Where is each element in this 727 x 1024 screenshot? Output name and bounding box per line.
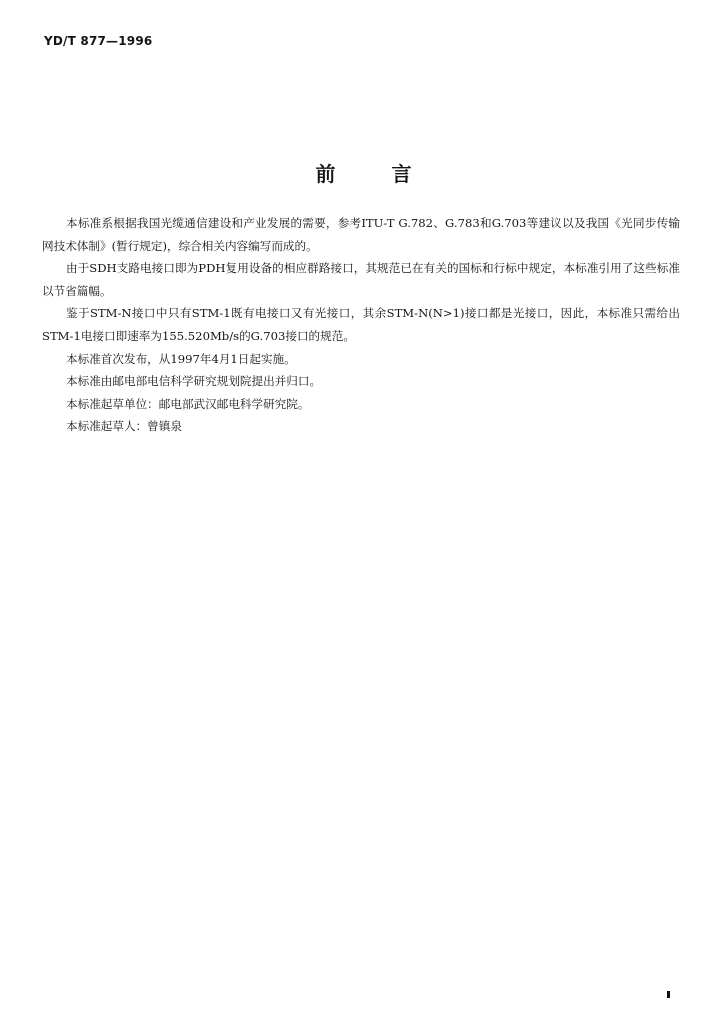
paragraph-stm1-interface: 鉴于STM-N接口中只有STM-1既有电接口又有光接口，其余STM-N(N>1)接口都是光接口，因此，本标准只需给出STM-1电接口即速率为155.520Mb/s的G.703接口的规范。 xyxy=(42,306,680,343)
standard-code: YD/T 877—1996 xyxy=(44,34,153,48)
preface-body xyxy=(42,212,680,438)
page-title: 前言 xyxy=(315,162,468,186)
paragraph-drafter: 本标准起草人：曾镇泉 xyxy=(66,419,182,434)
paragraph-drafting-unit: 本标准起草单位：邮电部武汉邮电科学研究院。 xyxy=(66,396,310,411)
paragraph-tributary-interface: 由于SDH支路电接口即为PDH复用设备的相应群路接口，其规范已在有关的国标和行标中规定，本标准引用了这些标准以节省篇幅。 xyxy=(42,261,680,298)
paragraph-background: 本标准系根据我国光缆通信建设和产业发展的需要，参考ITU-T G.782、G.783和G.703等建议以及我国《光同步传输网技术体制》(暂行规定)，综合相关内容编写而成的。 xyxy=(42,216,680,253)
paragraph-proposer: 本标准由邮电部电信科学研究规划院提出并归口。 xyxy=(66,374,322,389)
page-mark xyxy=(667,991,670,998)
paragraph-effective-date: 本标准首次发布，从1997年4月1日起实施。 xyxy=(66,351,296,366)
